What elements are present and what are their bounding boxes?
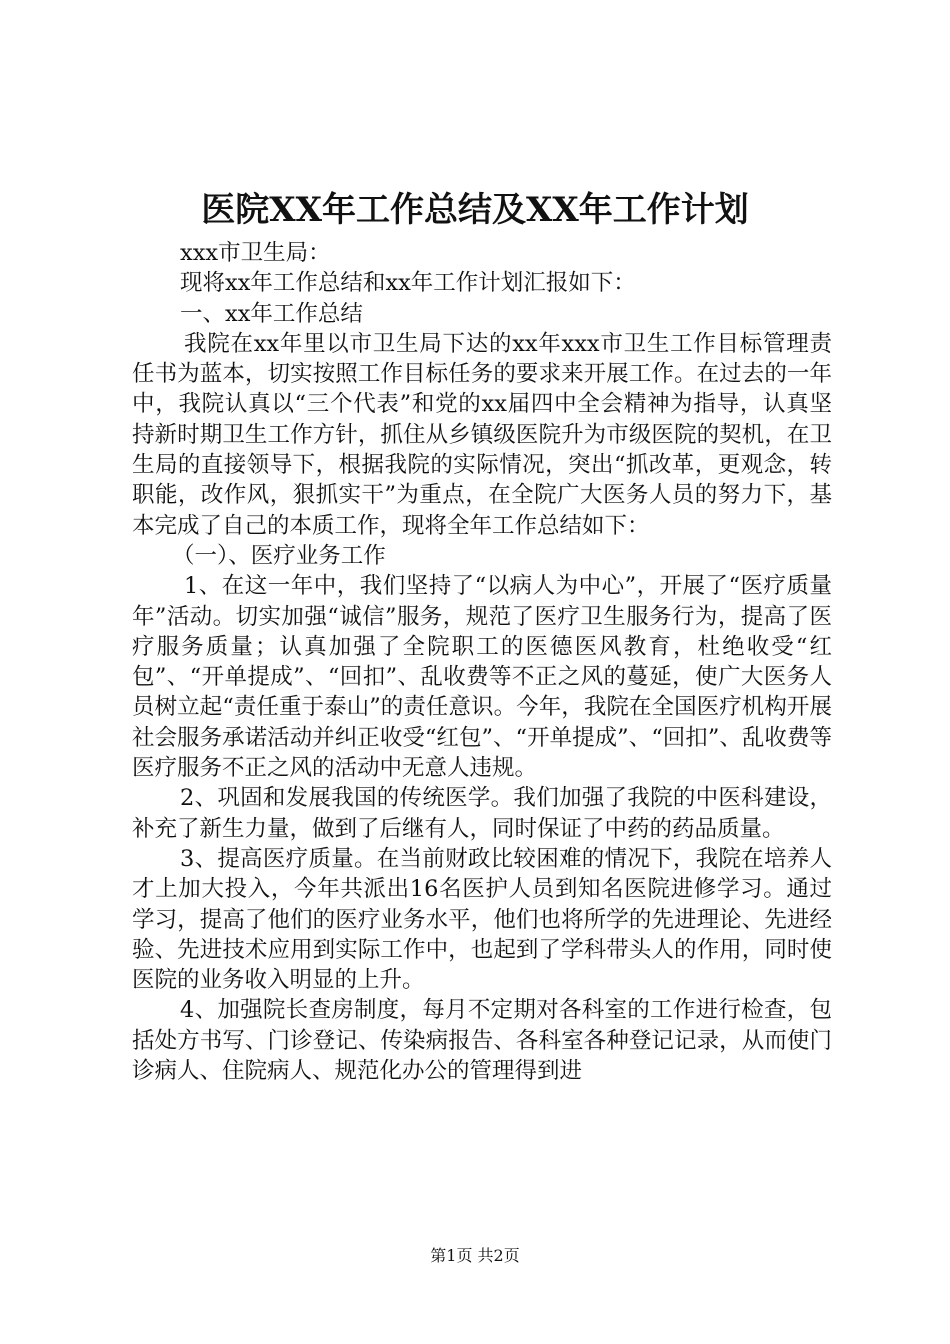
page-number-footer: 第1页 共2页 xyxy=(430,1246,520,1265)
section-heading: 一、xx年工作总结 xyxy=(180,300,363,327)
item-paragraph-4: 4、加强院长查房制度，每月不定期对各科室的工作进行检查，包括处方书写、门诊登记、传染病报告、各科室各种登记记录，从而使门诊病人、住院病人、规范化办公的管理得到进 xyxy=(132,997,832,1085)
addressee-line: xxx市卫生局： xyxy=(180,240,331,266)
intro-paragraph: 现将xx年工作总结和xx年工作计划汇报如下： xyxy=(180,270,636,297)
summary-paragraph: 我院在xx年里以市卫生局下达的xx年xxx市卫生工作目标管理责任书为蓝本，切实按照工作目标任务的要求来开展工作。在过去的一年中，我院认真以“三个代表”和党的xx届四中全会精神为指导，认真坚持新时期卫生工作方针，抓住从乡镇级医院升为市级医院的契机，在卫生局的直接领导下，根据我院的实际情况，突出“抓改革，更观念，转职能，改作风，狠抓实干”为重点，在全院广大医务人员的努力下，基本完成了自己的本质工作，现将全年工作总结如下： xyxy=(132,330,832,539)
subsection-heading: （一）、医疗业务工作 xyxy=(172,542,386,569)
document-body xyxy=(132,238,832,1086)
document-title: 医院XX年工作总结及XX年工作计划 xyxy=(201,190,749,230)
item-paragraph-3: 3、提高医疗质量。在当前财政比较困难的情况下，我院在培养人才上加大投入，今年共派出16名医护人员到知名医院进修学习。通过学习，提高了他们的医疗业务水平，他们也将所学的先进理论、先进经验、先进技术应用到实际工作中，也起到了学科带头人的作用，同时使医院的业务收入明显的上升。 xyxy=(132,845,832,994)
item-paragraph-1: 1、在这一年中，我们坚持了“以病人为中心”，开展了“医疗质量年”活动。切实加强“诚信”服务，规范了医疗卫生服务行为，提高了医疗服务质量；认真加强了全院职工的医德医风教育，杜绝收受“红包”、“开单提成”、“回扣”、乱收费等不正之风的蔓延，使广大医务人员树立起“责任重于泰山”的责任意识。今年，我院在全国医疗机构开展社会服务承诺活动并纠正收受“红包”、“开单提成”、“回扣”、乱收费等医疗服务不正之风的活动中无意人违规。 xyxy=(132,573,832,782)
item-paragraph-2: 2、巩固和发展我国的传统医学。我们加强了我院的中医科建设，补充了新生力量，做到了后继有人，同时保证了中药的药品质量。 xyxy=(132,785,832,842)
